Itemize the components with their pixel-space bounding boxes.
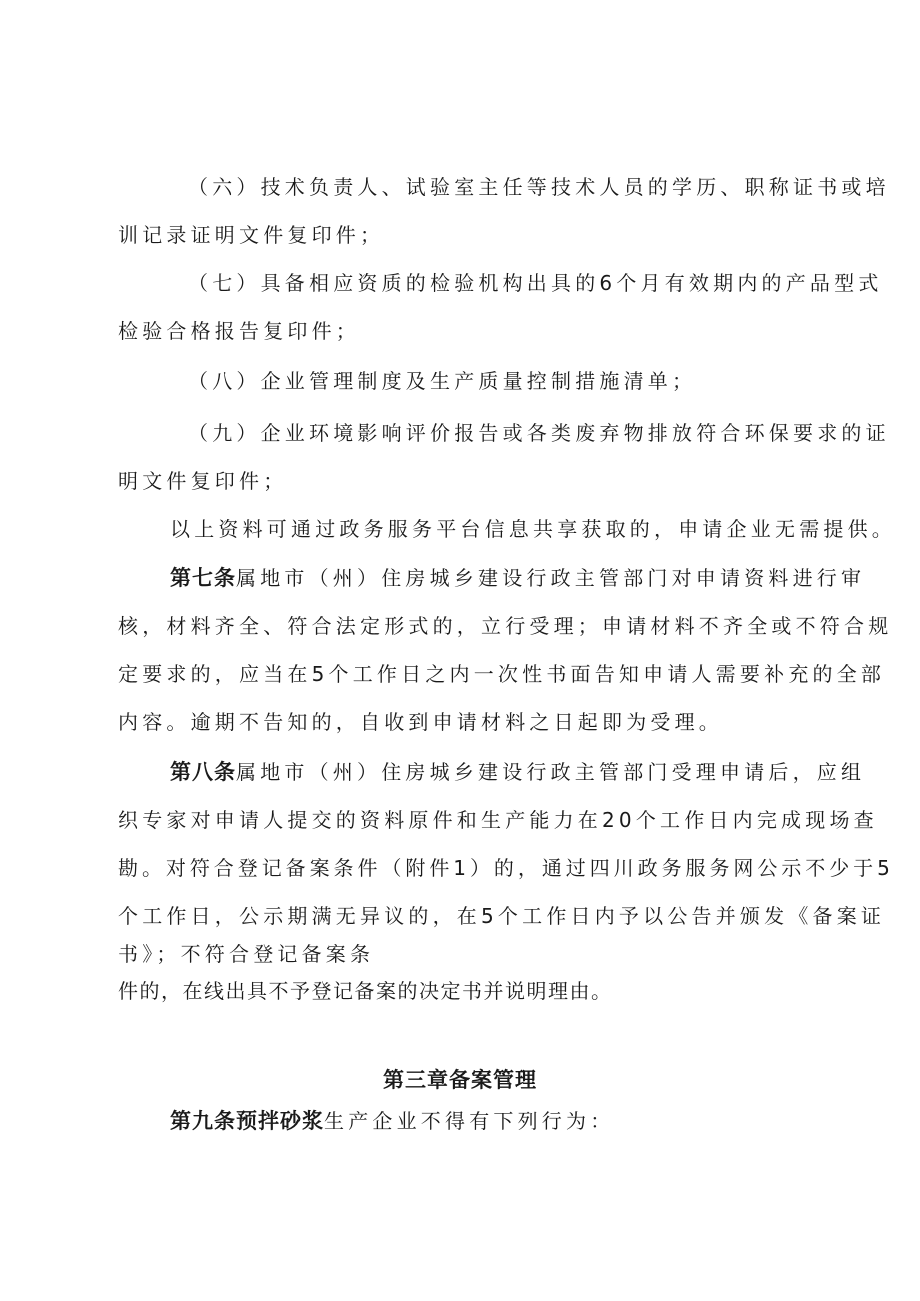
article-8-label: 第八条 bbox=[170, 760, 236, 784]
article-8-line-3: 勘。对符合登记备案条件（附件1）的，通过四川政务服务网公示不少于5 bbox=[118, 856, 894, 880]
article-8-line-1 bbox=[170, 759, 865, 785]
item-7-line-2: 检验合格报告复印件； bbox=[118, 319, 360, 343]
article-8-line-5: 书》；不符合登记备案条 bbox=[118, 942, 375, 966]
article-7-line-2: 核，材料齐全、符合法定形式的，立行受理；申请材料不齐全或不符合规 bbox=[118, 614, 893, 638]
item-9-line-1: （九）企业环境影响评价报告或各类废弃物排放符合环保要求的证 bbox=[188, 421, 890, 445]
article-7-line-3: 定要求的，应当在5个工作日之内一次性书面告知申请人需要补充的全部 bbox=[118, 662, 886, 686]
article-7-line-4: 内容。逾期不告知的，自收到申请材料之日起即为受理。 bbox=[118, 710, 723, 734]
article-8-line-2: 织专家对申请人提交的资料原件和生产能力在20个工作日内完成现场查 bbox=[118, 808, 878, 832]
article-7-line-1 bbox=[170, 565, 865, 591]
article-8-line-4: 个工作日，公示期满无异议的，在5个工作日内予以公告并颁发《备案证 bbox=[118, 904, 886, 928]
info-sharing-note: 以上资料可通过政务服务平台信息共享获取的，申请企业无需提供。 bbox=[170, 517, 896, 541]
article-9-label: 第九条预拌砂浆 bbox=[170, 1109, 324, 1133]
item-6-line-1: （六）技术负责人、试验室主任等技术人员的学历、职称证书或培 bbox=[188, 175, 890, 199]
article-8-line-6: 件的，在线出具不予登记备案的决定书并说明理由。 bbox=[118, 979, 613, 1003]
item-6-line-2: 训记录证明文件复印件； bbox=[118, 223, 385, 247]
item-7-line-1: （七）具备相应资质的检验机构出具的6个月有效期内的产品型式 bbox=[188, 271, 883, 295]
item-9-line-2: 明文件复印件； bbox=[118, 469, 288, 493]
article-7-text-1: 属地市（州）住房城乡建设行政主管部门对申请资料进行审 bbox=[236, 566, 866, 590]
article-9-line-1 bbox=[170, 1108, 614, 1134]
article-7-label: 第七条 bbox=[170, 566, 236, 590]
chapter-3-title: 第三章备案管理 bbox=[383, 1068, 537, 1092]
item-8-line-1: （八）企业管理制度及生产质量控制措施清单； bbox=[188, 369, 697, 393]
article-8-text-1: 属地市（州）住房城乡建设行政主管部门受理申请后，应组 bbox=[236, 760, 866, 784]
article-9-text: 生产企业不得有下列行为： bbox=[324, 1109, 615, 1133]
